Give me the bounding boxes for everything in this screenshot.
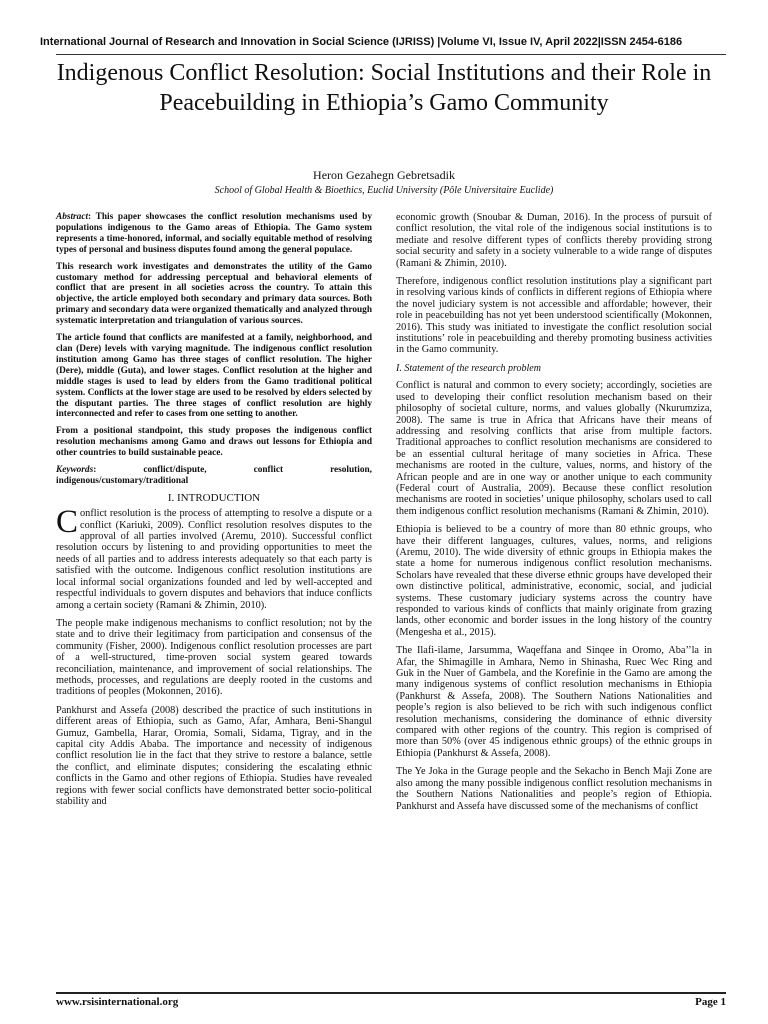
abstract-label: Abstract bbox=[56, 212, 89, 222]
abstract-paragraph-2: This research work investigates and demonstrates the utility of the Gamo customary method for addressing perceptual and behavioral elements of conflict that are present in all societies across the country. To attain this objective, the article employed both secondary and primary data sources. Both primary and secondary data were organized thematically and analyzed through systematic interpretation and triangulation of various sources. bbox=[56, 261, 373, 327]
right-paragraph-4: Ethiopia is believed to be a country of more than 80 ethnic groups, who have their different languages, cultures, values, norms, and religions (Aremu, 2010). The wide diversity of ethnic groups in Ethiopia makes the state a home for numerous indigenous conflict resolution mechanisms. Scholars have revealed that these diverse ethnic groups have developed their own distinctive political, administrative, economic, social, and judicial systems. These customary judiciary systems across the country have responded to various kinds of conflicts that mainly originate from grazing lands, other economic and border issues in the long history of the country (Mengesha et al., 2015). bbox=[396, 524, 712, 638]
footer-website: www.rsisinternational.org bbox=[56, 996, 179, 1008]
footer-page-number: Page 1 bbox=[695, 996, 726, 1008]
author-name: Heron Gezahegn Gebretsadik bbox=[313, 168, 455, 182]
drop-cap: C bbox=[56, 504, 79, 541]
right-paragraph-2: Therefore, indigenous conflict resolution institutions play a significant part in resolving various kinds of conflicts in different regions of Ethiopia where the novel judiciary system is not accessible and affordable; however, their role in peacebuilding has not yet been understood scientifically (Mokonnen, 2016). This study was initiated to investigate the conflict resolution social institutions’ role in peacebuilding and thereby promoting business activities in the Gamo community. bbox=[396, 276, 712, 356]
footer-rule bbox=[56, 992, 726, 994]
right-paragraph-5: The Ilafi-ilame, Jarsumma, Waqeffana and Sinqee in Oromo, Aba’’la in Afar, the Shimagille in Amhara, Nemo in Shinasha, Ruec Wec Ring and Guk in the Nuer of Gambela, and the Korefinie in the Gamo are among the many indigenous systems of conflict resolution mechanisms in Ethiopia (Pankhurst & Assefa, 2008). The Southern Nations Nationalities and people’s region is also believed to be rich with such indigenous conflict resolution mechanisms, considering the dominance of ethnic diversity compared with other regions of the country. This region is comprised of more than 50% (over 45 indigenous ethnic groups) of the ethnic groups in Ethiopia (Pankhurst & Assefa, 2008). bbox=[396, 645, 712, 759]
keywords-text: : conflict/dispute, conflict resolution, indigenous/customary/traditional bbox=[56, 465, 372, 486]
abstract-text-1: : This paper showcases the conflict resolution mechanisms used by populations indigenous to the Gamo areas of Ethiopia. The Gamo system represents a time-honored, informal, and socially equitable method of resolving types of personal and business disputes found among the general populace. bbox=[56, 212, 372, 255]
abstract bbox=[56, 212, 372, 459]
right-paragraph-6: The Ye Joka in the Gurage people and the Sekacho in Bench Maji Zone are also among the many possible indigenous conflict resolution mechanisms in the Southern Nations Nationalities and people’s region of Ethiopia. Pankhurst and Assefa have discussed some of the mechanisms of conflict bbox=[396, 766, 712, 812]
keywords-label: Keywords bbox=[56, 465, 94, 476]
intro-paragraph-1 bbox=[56, 504, 372, 611]
intro-paragraph-3: Pankhurst and Assefa (2008) described the practice of such institutions in different areas of Ethiopia, such as Gamo, Afar, Amhara, Beni-Shangul Gumuz, Gambella, Harar, Oromia, Somali, Sidama, Tigray, and in the capital city Addis Ababa. The importance and necessity of indigenous conflict resolution lie in the fact that they strive to restore a balance, settle the conflict, and eliminate disputes; considering the escalating ethnic conflicts in the Gamo and other regions of Ethiopia. Studies have revealed regions with fewer social conflicts have demonstrated better socio-political stability and bbox=[56, 704, 372, 807]
intro-paragraph-1-text: onflict resolution is the process of attempting to resolve a dispute or a conflict (Kariuki, 2009). Conflict resolution resolves disputes to the approval of all parties involved (Aremu, 2010). Successful conflict resolution occurs by listening to and providing opportunities to meet the needs of all parties and to address interests adequately so that each party is satisfied with the outcome. Indigenous conflict resolution institutions are local informal social organizations founded and led by well-accepted and respectful individuals to govern disputes and behaviors that induce conflicts among a certain society (Ramani & Zhimin, 2010). bbox=[56, 508, 372, 611]
right-paragraph-1: economic growth (Snoubar & Duman, 2016). In the process of pursuit of conflict resolution, the vital role of the indigenous social institutions is to mediate and resolve different types of conflicts thereby providing strong social security and safety in a society vulnerable to a wide range of disputes (Ramani & Zhimin, 2010). bbox=[396, 212, 712, 269]
right-column bbox=[396, 212, 712, 819]
intro-paragraph-2: The people make indigenous mechanisms to conflict resolution; not by the state and to drive their legitimacy from participation and consensus of the community (Fisher, 2000). Indigenous conflict resolution processes are part of a well-structured, time-proven social system geared towards reconciliation, maintenance, and improvement of social relationships. The methods, processes, and regulations are deeply rooted in the customs and traditions of peoples (Mokonnen, 2016). bbox=[56, 617, 372, 698]
keywords bbox=[56, 465, 372, 487]
running-head: International Journal of Research and Innovation in Social Science (IJRISS) |Volume VI, Issue IV, April 2022|ISSN 2454-6186 bbox=[40, 36, 683, 48]
abstract-paragraph-1 bbox=[56, 212, 372, 256]
left-column bbox=[56, 212, 372, 814]
paper-title: Indigenous Conflict Resolution: Social Institutions and their Role in Peacebuilding in Ethiopia’s Gamo Community bbox=[56, 60, 712, 116]
abstract-paragraph-4: From a positional standpoint, this study proposes the indigenous conflict resolution mechanisms among Gamo and draws out lessons for Ethiopia and other countries to build sustainable peace. bbox=[56, 426, 372, 459]
author-affiliation: School of Global Health & Bioethics, Euclid University (Pôle Universitaire Euclide) bbox=[214, 185, 554, 196]
right-paragraph-3: Conflict is natural and common to every society; accordingly, societies are used to developing their conflict resolution mechanism based on their philosophy of societal culture, norms, and values globally (Nkurumziza, 2008). The same is true in Africa that Africans have their means of addressing and resolving conflicts that arise from multiple factors. Traditional approaches to conflict resolution mechanisms are considered to be an essential cultural heritage of many societies in Africa. These mechanisms are rooted in the culture, values, norms, and history of the African people and are in one way or another unique to each community (Federal court of Australia, 2009). Because these conflict resolution mechanisms are rooted in societies’ unique philosophy, scholars used to call them indigenous conflict resolution mechanisms (Ramani & Zhimin, 2010). bbox=[396, 380, 712, 517]
header-rule bbox=[56, 54, 726, 55]
section-heading-introduction: I. INTRODUCTION bbox=[167, 491, 261, 504]
subsection-heading-research-problem: I. Statement of the research problem bbox=[396, 362, 541, 374]
abstract-paragraph-3: The article found that conflicts are manifested at a family, neighborhood, and clan (Dere) levels with varying magnitude. The indigenous conflict resolution institution among Gamo has three stages of conflict resolution. The higher (Dere), middle (Guta), and lower stages. Conflict resolution at the higher and middle stages is used to lead by elders from the Gamo traditional political system. Conflicts at the lower stage are used to be resolved by elders selected by the disputant parties. The three stages of conflict resolution are highly interconnected and refer to cases from one setting to another. bbox=[56, 333, 372, 420]
